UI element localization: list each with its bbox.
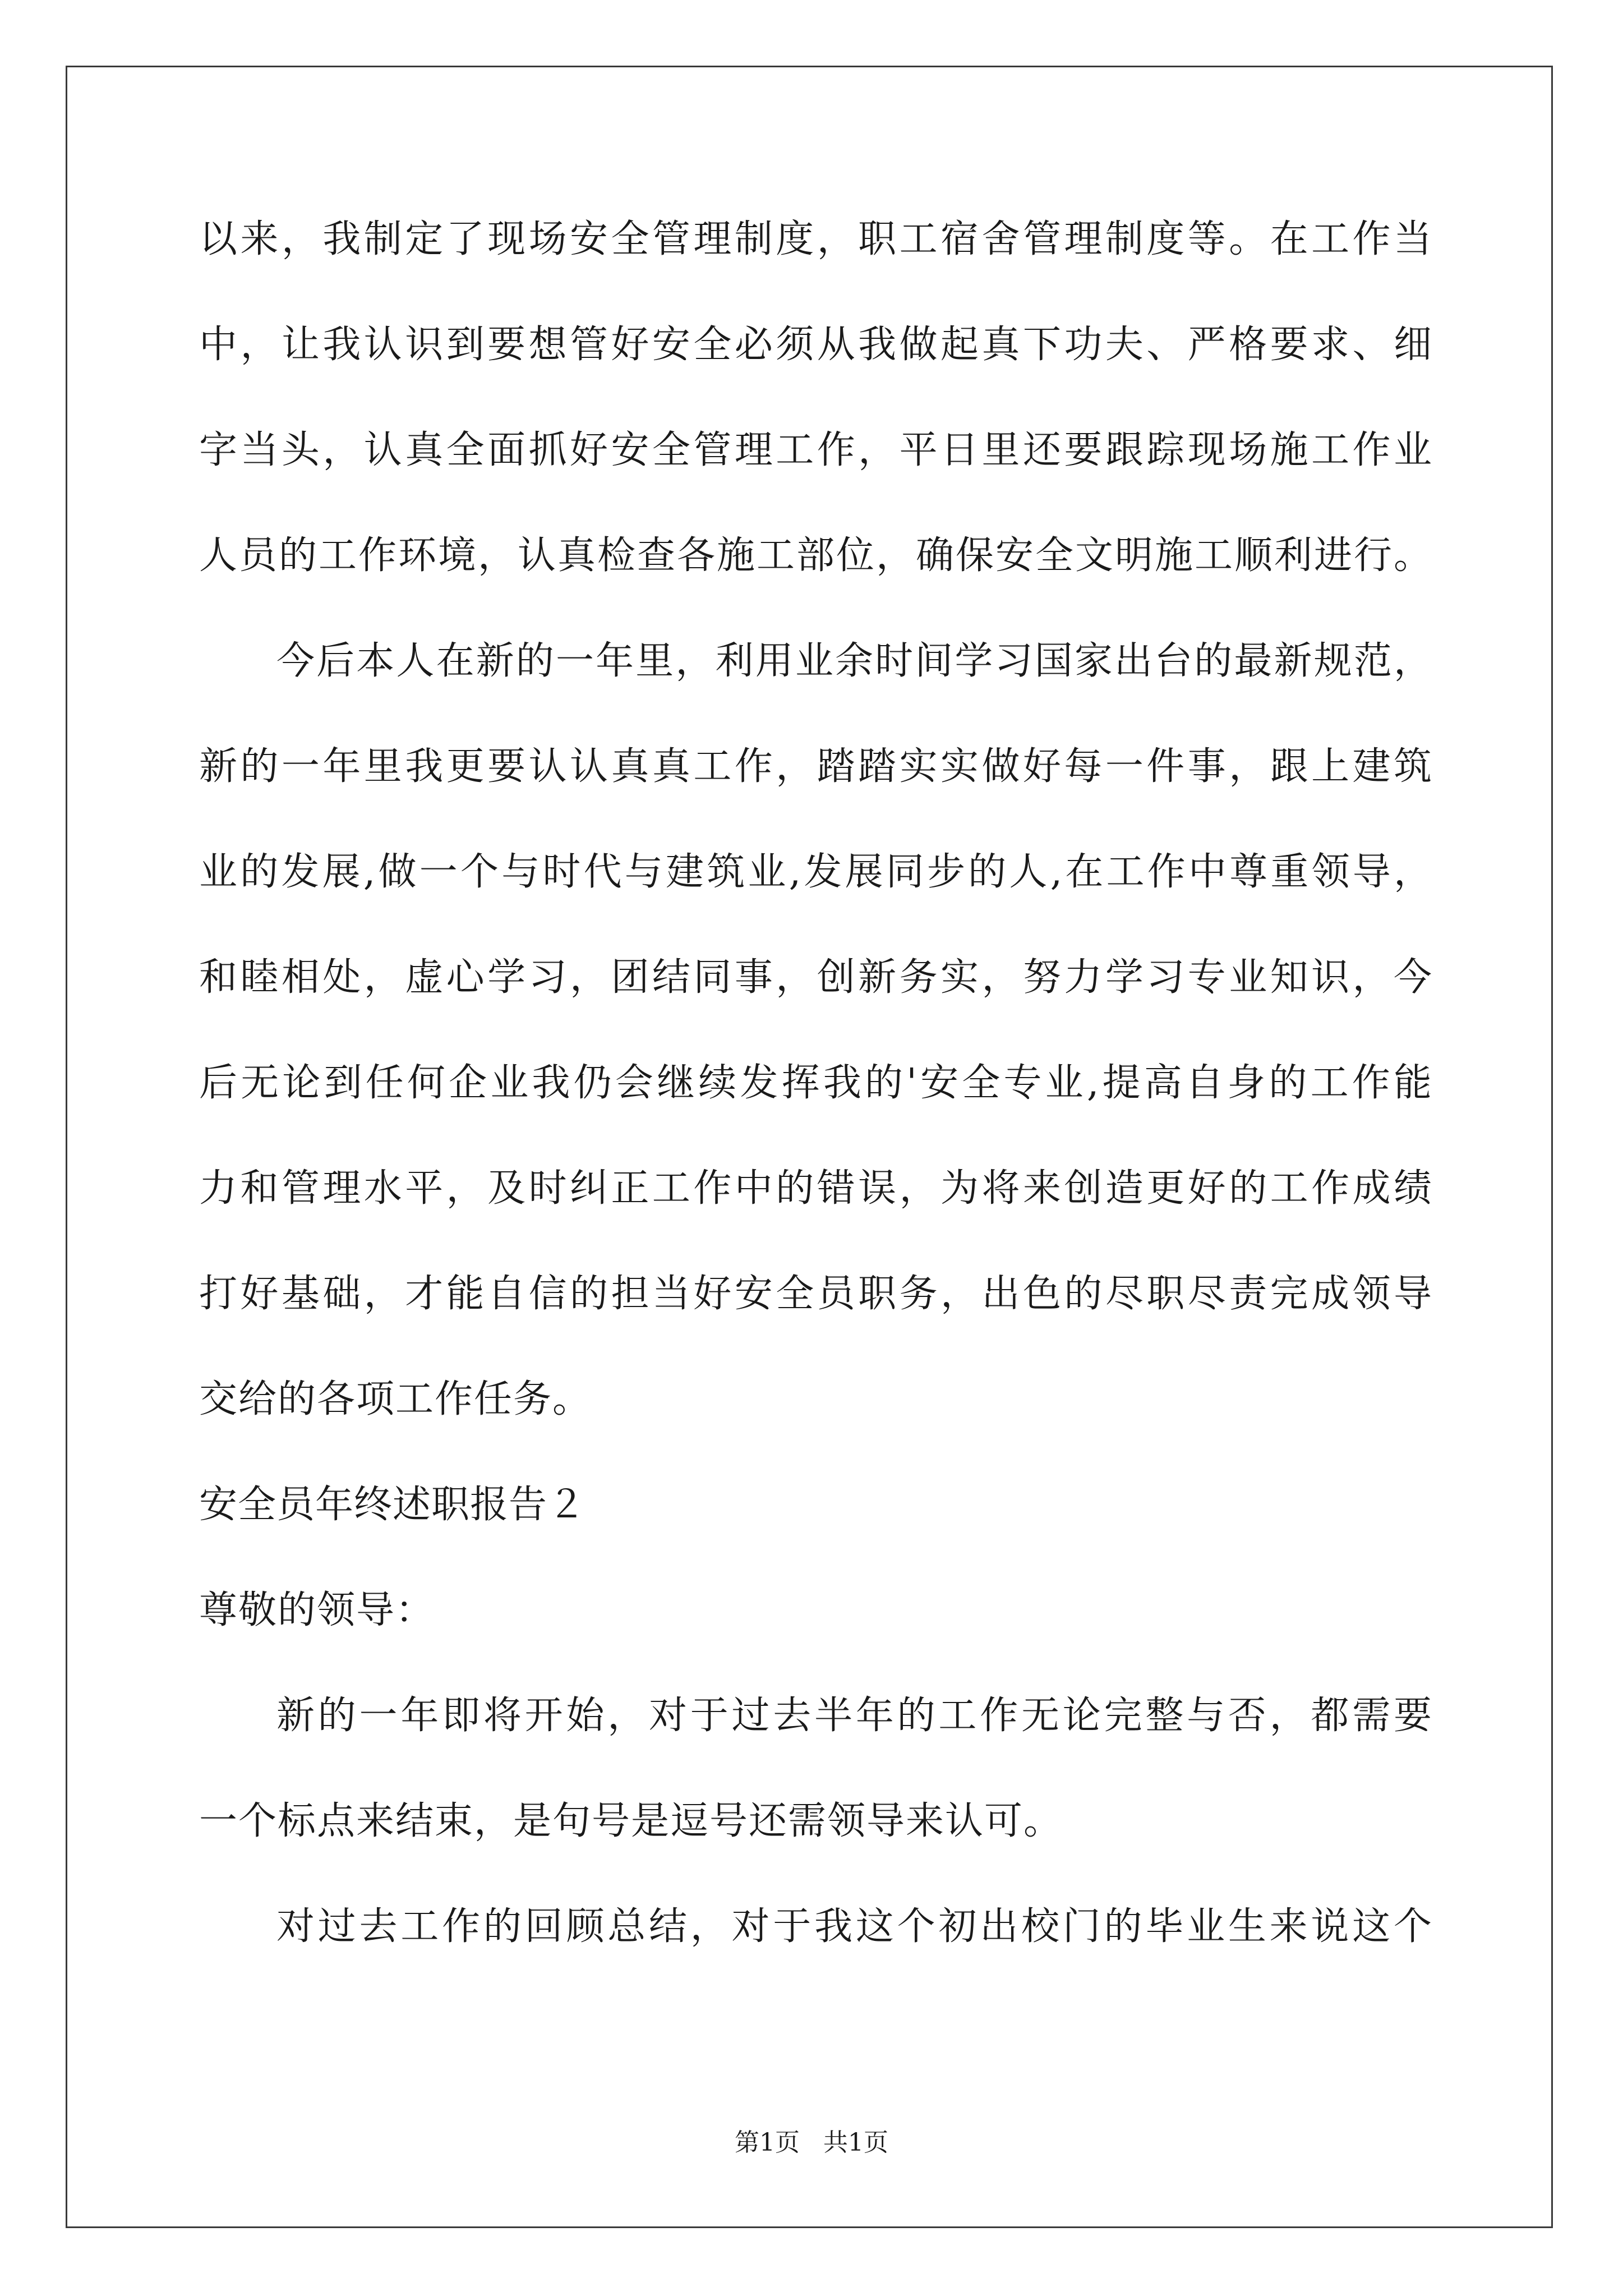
paragraph-line: 字当头，认真全面抓好安全管理工作，平日里还要跟踪现场施工作业	[199, 428, 1433, 472]
section-heading: 安全员年终述职报告２	[199, 1483, 587, 1527]
paragraph-line: 人员的工作环境，认真检查各施工部位，确保安全文明施工顺利进行。	[199, 533, 1433, 578]
paragraph-line: 中，让我认识到要想管好安全必须从我做起真下功夫、严格要求、细	[199, 323, 1433, 367]
page-footer	[0, 2126, 1623, 2160]
paragraph-line: 新的一年即将开始，对于过去半年的工作无论完整与否，都需要	[276, 1694, 1433, 1738]
page-number: 第1页	[735, 2128, 800, 2157]
paragraph-line: 交给的各项工作任务。	[199, 1377, 592, 1421]
paragraph-line: 一个标点来结束，是句号是逗号还需领导来认可。	[199, 1799, 1063, 1843]
paragraph-line: 新的一年里我更要认认真真工作，踏踏实实做好每一件事，跟上建筑	[199, 744, 1433, 789]
paragraph-line: 力和管理水平，及时纠正工作中的错误，为将来创造更好的工作成绩	[199, 1166, 1433, 1211]
document-body	[199, 213, 1433, 2006]
paragraph-line: 以来，我制定了现场安全管理制度，职工宿舍管理制度等。在工作当	[199, 217, 1433, 261]
paragraph-line: 打好基础，才能自信的担当好安全员职务，出色的尽职尽责完成领导	[199, 1272, 1433, 1316]
paragraph-line: 业的发展,做一个与时代与建筑业,发展同步的人,在工作中尊重领导，	[199, 850, 1433, 894]
paragraph-line: 和睦相处，虚心学习，团结同事，创新务实，努力学习专业知识，今	[199, 955, 1433, 1000]
page-total: 共1页	[823, 2128, 888, 2157]
paragraph-line: 后无论到任何企业我仍会继续发挥我的'安全专业,提高自身的工作能	[199, 1061, 1433, 1105]
paragraph-line: 今后本人在新的一年里，利用业余时间学习国家出台的最新规范，	[276, 639, 1433, 683]
paragraph-line: 对过去工作的回顾总结，对于我这个初出校门的毕业生来说这个	[276, 1904, 1433, 1949]
salutation: 尊敬的领导：	[199, 1588, 435, 1632]
